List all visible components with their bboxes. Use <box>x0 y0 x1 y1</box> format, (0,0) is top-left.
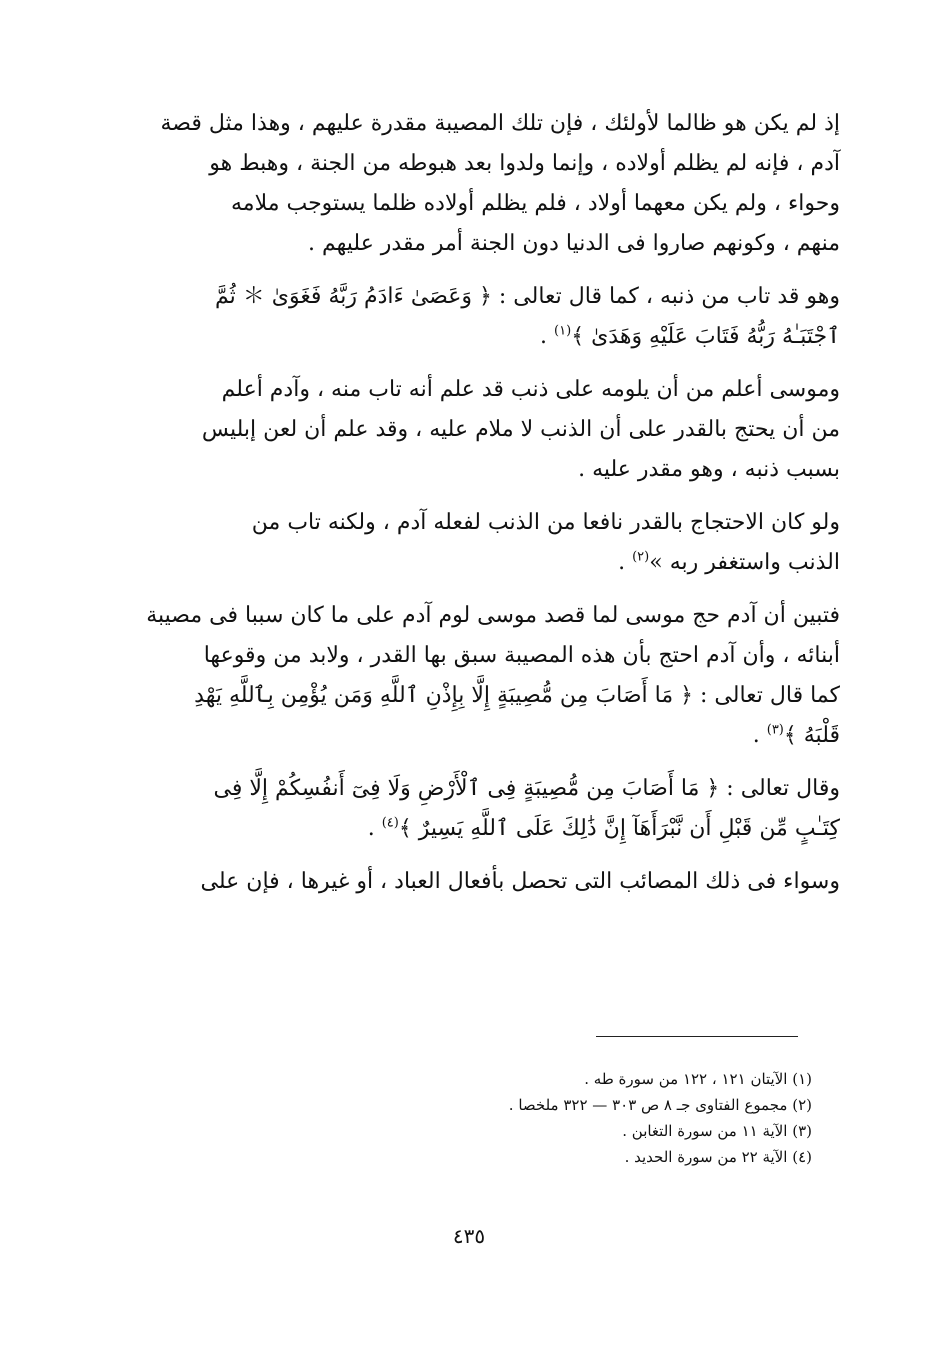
paragraph-3 <box>128 370 840 490</box>
text-line: آدم ، فإنه لم يظلم أولاده ، وإنما ولدوا بعد هبوطه من الجنة ، وهبط هو <box>209 151 840 176</box>
quote-end: الذنب واستغفر ربه » <box>649 550 840 575</box>
text-line: فتبين أن آدم حج موسى لما قصد موسى لوم آدم على ما كان سببا فى مصيبة <box>146 603 840 628</box>
text-line: منهم ، وكونهم صاروا فى الدنيا دون الجنة أمر مقدر عليهم . <box>308 231 840 256</box>
paragraph-7 <box>128 862 840 902</box>
quran-verse-end: ٱجْتَبَـٰهُ رَبُّهُ فَتَابَ عَلَيْهِ وَهَدَىٰ ﴾ <box>571 324 840 349</box>
page-body <box>128 104 840 915</box>
text-line-with-ref <box>128 317 840 357</box>
footnote-ref-1: (١) <box>554 323 572 339</box>
sentence-end: . <box>618 550 633 575</box>
sentence-end: . <box>540 324 555 349</box>
footnote-3: (٣) الآية ١١ من سورة التغابن . <box>622 1122 812 1140</box>
paragraph-6 <box>128 769 840 849</box>
text-line: وموسى أعلم من أن يلومه على ذنب قد علم أنه تاب منه ، وآدم أعلم <box>221 377 840 402</box>
footnote-ref-4: (٤) <box>381 815 399 831</box>
text-line: أبنائه ، وأن آدم احتج بأن هذه المصيبة سبق بها القدر ، ولابد من وقوعها <box>203 643 840 668</box>
footnote-separator <box>596 1036 798 1037</box>
quran-verse-end: قَلْبَهُ ﴾ <box>783 723 840 748</box>
text-line: ولو كان الاحتجاج بالقدر نافعا من الذنب لفعله آدم ، ولكنه تاب من <box>251 510 840 535</box>
footnote-2: (٢) مجموع الفتاوى جـ ٨ ص ٣٠٣ — ٣٢٢ ملخصا . <box>508 1096 812 1114</box>
footnote-ref-3: (٣) <box>766 722 784 738</box>
page-number: ٤٣٥ <box>452 1224 486 1248</box>
text-line: وسواء فى ذلك المصائب التى تحصل بأفعال العباد ، أو غيرها ، فإن على <box>200 869 840 894</box>
text-line-with-ref <box>128 543 840 583</box>
text-line: إذ لم يكن هو ظالما لأولئك ، فإن تلك المصيبة مقدرة عليهم ، وهذا مثل قصة <box>160 111 840 136</box>
paragraph-5 <box>128 596 840 756</box>
text-line: من أن يحتج بالقدر على أن الذنب لا ملام عليه ، وقد علم أن لعن إبليس <box>201 417 840 442</box>
text-line: وهو قد تاب من ذنبه ، كما قال تعالى : ﴿ وَعَصَىٰ ءَادَمُ رَبَّهُ فَغَوَىٰ ＊ ثُمَّ <box>214 284 840 309</box>
footnote-1: (١) الآيتان ١٢١ ، ١٢٢ من سورة طه . <box>584 1070 812 1088</box>
sentence-end: . <box>752 723 767 748</box>
quran-verse-end: كِتَـٰبٍ مِّن قَبْلِ أَن نَّبْرَأَهَآ إِنَّ ذَٰلِكَ عَلَى ٱللَّهِ يَسِيرٌ ﴾ <box>398 816 840 841</box>
paragraph-4 <box>128 503 840 583</box>
text-line: بسبب ذنبه ، وهو مقدر عليه . <box>578 457 840 482</box>
sentence-end: . <box>367 816 382 841</box>
paragraph-2 <box>128 277 840 357</box>
footnote-ref-2: (٢) <box>632 549 650 565</box>
text-line: وقال تعالى : ﴿ مَا أَصَابَ مِن مُّصِيبَةٍ فِى ٱلْأَرْضِ وَلَا فِىٓ أَنفُسِكُمْ إِلَّا فِى <box>213 776 840 801</box>
text-line: كما قال تعالى : ﴿ مَا أَصَابَ مِن مُّصِيبَةٍ إِلَّا بِإِذْنِ ٱللَّهِ وَمَن يُؤْمِن بِٱللَّهِ يَهْدِ <box>194 683 840 708</box>
text-line: وحواء ، ولم يكن معهما أولاد ، فلم يظلم أولاده ظلما يستوجب ملامه <box>231 191 840 216</box>
footnote-4: (٤) الآية ٢٢ من سورة الحديد . <box>624 1148 812 1166</box>
text-line-with-ref <box>128 716 840 756</box>
text-line-with-ref <box>128 809 840 849</box>
footnotes <box>380 1066 812 1170</box>
paragraph-1 <box>128 104 840 264</box>
